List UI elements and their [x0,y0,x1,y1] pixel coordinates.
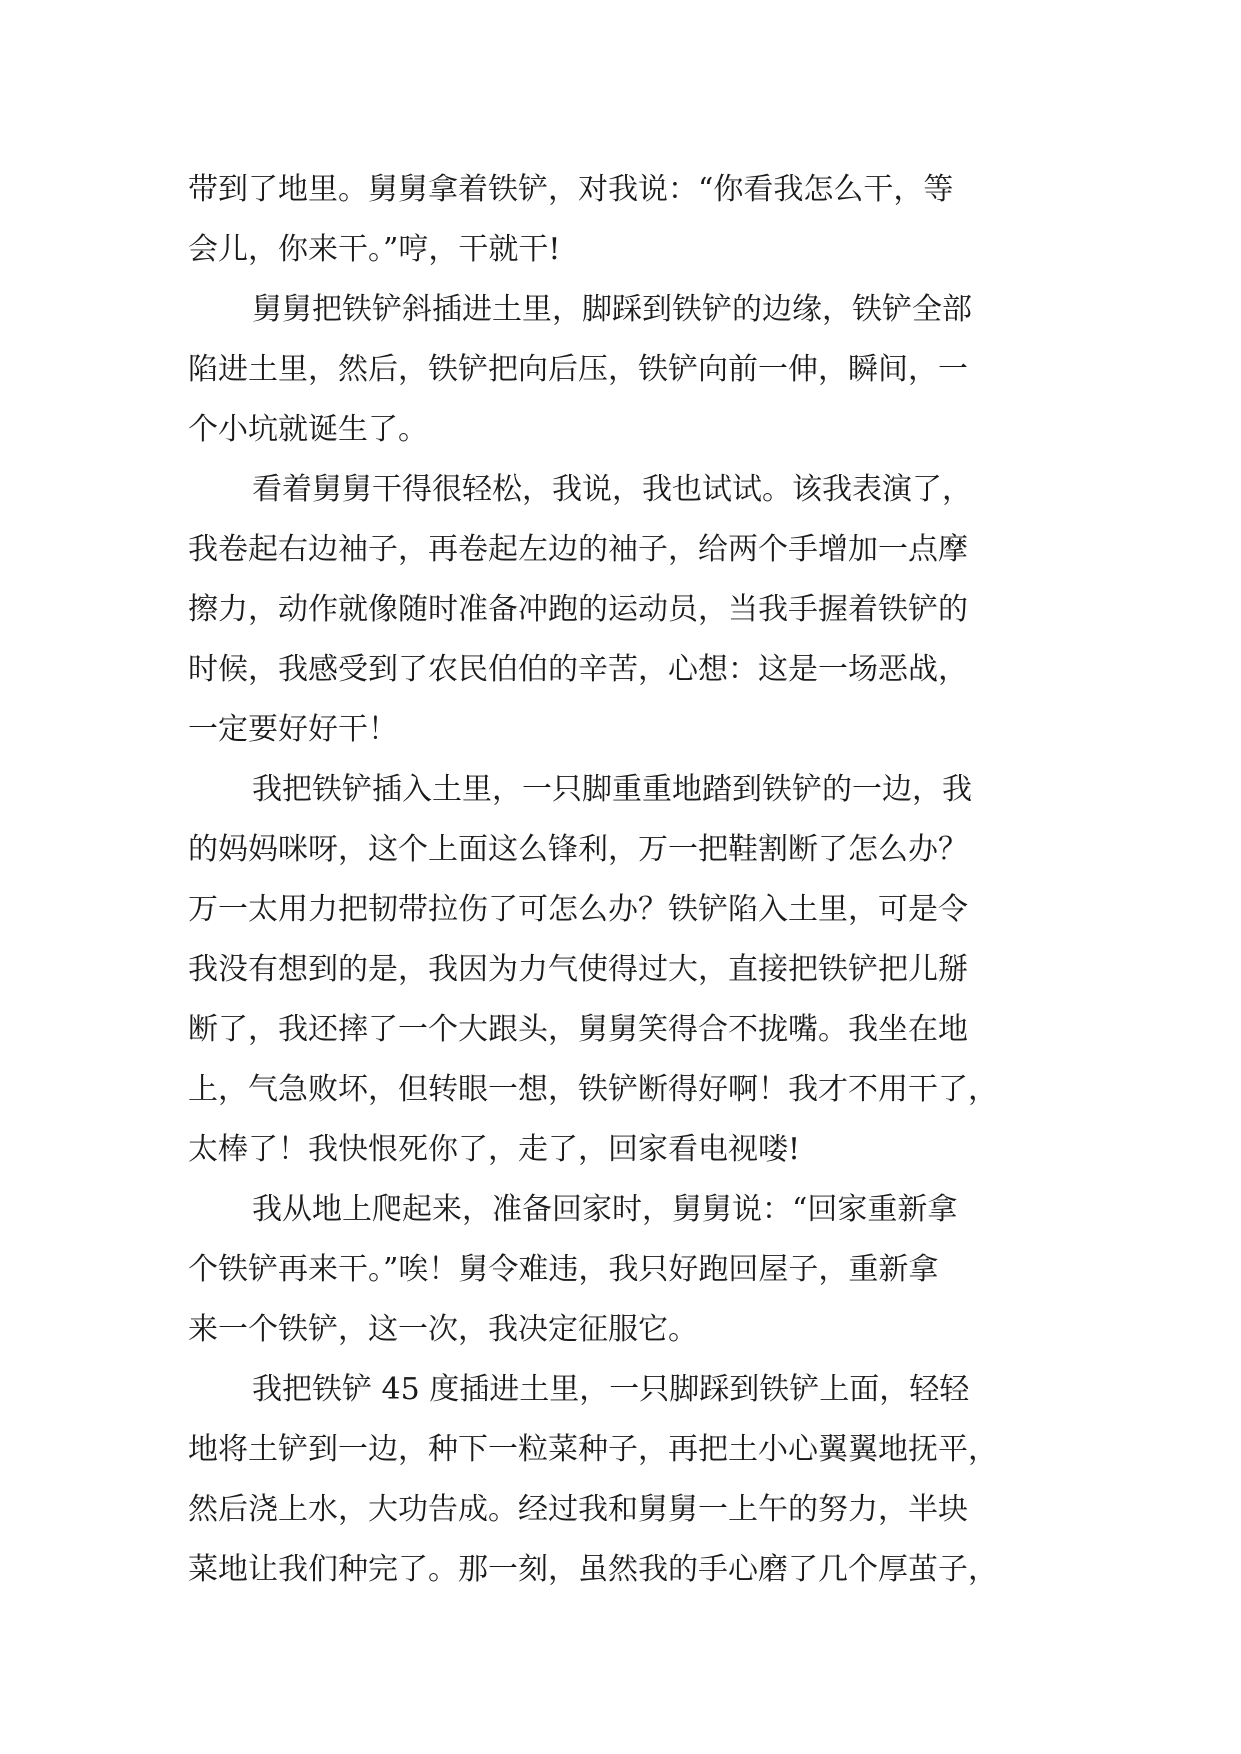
text-line: 我没有想到的是，我因为力气使得过大，直接把铁铲把儿掰 [188,952,968,987]
text-line: 上，气急败坏，但转眼一想，铁铲断得好啊！我才不用干了， [188,1072,998,1107]
text-line: 一定要好好干！ [188,712,398,747]
body-text [188,160,1068,1600]
text-line: 菜地让我们种完了。那一刻，虽然我的手心磨了几个厚茧子， [188,1552,998,1587]
text-line: 的妈妈咪呀，这个上面这么锋利，万一把鞋割断了怎么办？ [188,832,968,867]
text-line: 擦力，动作就像随时准备冲跑的运动员，当我手握着铁铲的 [188,592,968,627]
text-line: 我从地上爬起来，准备回家时，舅舅说：“回家重新拿 [252,1192,958,1227]
text-line: 万一太用力把韧带拉伤了可怎么办？铁铲陷入土里，可是令 [188,892,968,927]
text-line: 看着舅舅干得很轻松，我说，我也试试。该我表演了， [252,472,972,507]
text-line: 地将土铲到一边，种下一粒菜种子，再把土小心翼翼地抚平， [188,1432,998,1467]
text-line: 然后浇上水，大功告成。经过我和舅舅一上午的努力，半块 [188,1492,968,1527]
text-line: 带到了地里。舅舅拿着铁铲，对我说：“你看我怎么干，等 [188,172,954,207]
text-line: 时候，我感受到了农民伯伯的辛苦，心想：这是一场恶战， [188,652,968,687]
text-line: 断了，我还摔了一个大跟头，舅舅笑得合不拢嘴。我坐在地 [188,1012,968,1047]
text-line: 太棒了！我快恨死你了，走了，回家看电视喽! [188,1132,801,1167]
text-line: 个铁铲再来干。”唉！舅令难违，我只好跑回屋子，重新拿 [188,1252,939,1287]
text-line: 我把铁铲插入土里，一只脚重重地踏到铁铲的一边，我 [252,772,972,807]
text-line: 个小坑就诞生了。 [188,412,428,447]
text-line: 来一个铁铲，这一次，我决定征服它。 [188,1312,698,1347]
text-line: 会儿，你来干。”哼，干就干! [188,232,561,267]
text-line: 舅舅把铁铲斜插进土里，脚踩到铁铲的边缘，铁铲全部 [252,292,972,327]
text-line: 我把铁铲 45 度插进土里，一只脚踩到铁铲上面，轻轻 [252,1372,970,1407]
text-line: 陷进土里，然后，铁铲把向后压，铁铲向前一伸，瞬间，一 [188,352,968,387]
text-line: 我卷起右边袖子，再卷起左边的袖子，给两个手增加一点摩 [188,532,968,567]
